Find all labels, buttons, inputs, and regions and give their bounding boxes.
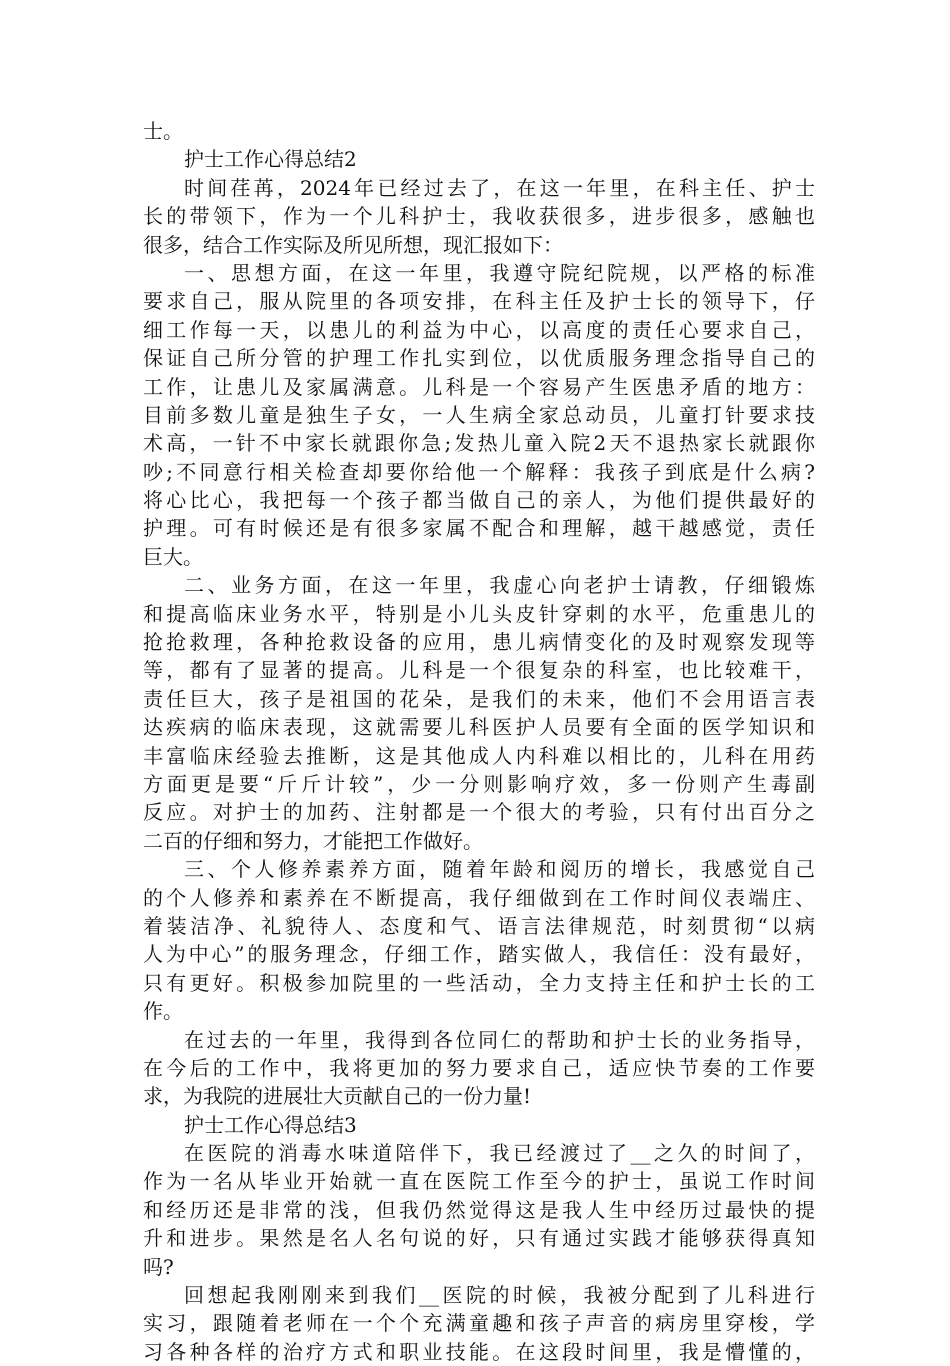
text-line: 保证自己所分管的护理工作扎实到位，以优质服务理念指导自己的 [143, 346, 815, 371]
text-line: 实习，跟随着老师在一个个充满童趣和孩子声音的病房里穿梭，学 [143, 1311, 815, 1336]
text-line: 抢抢救理，各种抢救设备的应用，患儿病情变化的及时观察发现等 [143, 630, 815, 655]
text-line: 和提高临床业务水平，特别是小儿头皮针穿刺的水平，危重患儿的 [143, 601, 815, 626]
text-line: 一、思想方面，在这一年里，我遵守院纪院规，以严格的标准 [184, 260, 815, 285]
text-line: 二、业务方面，在这一年里，我虚心向老护士请教，仔细锻炼 [184, 573, 815, 598]
text-line: 作为一名从毕业开始就一直在医院工作至今的护士，虽说工作时间 [143, 1169, 815, 1194]
text-line: 达疾病的临床表现，这就需要儿科医护人员要有全面的医学知识和 [143, 715, 815, 740]
text-line: 只有更好。积极参加院里的一些活动，全力支持主任和护士长的工 [143, 970, 815, 995]
text-line: 着装洁净、礼貌待人、态度和气、语言法律规范，时刻贯彻“以病 [143, 913, 815, 938]
text-line: 三、个人修养素养方面，随着年龄和阅历的增长，我感觉自己 [184, 857, 815, 882]
text-line: 术高，一针不中家长就跟你急;发热儿童入院2天不退热家长就跟你 [143, 431, 815, 456]
text-line: 责任巨大，孩子是祖国的花朵，是我们的未来，他们不会用语言表 [143, 686, 815, 711]
text-line: 护士工作心得总结2 [184, 147, 357, 172]
text-line: 作。 [143, 999, 183, 1024]
text-line: 方面更是要“斤斤计较”，少一分则影响疗效，多一份则产生毒副 [143, 771, 815, 796]
text-line: 将心比心，我把每一个孩子都当做自己的亲人，为他们提供最好的 [143, 488, 815, 513]
text-line: 士。 [143, 119, 183, 143]
text-line: 吵;不同意行相关检查却要你给他一个解释：我孩子到底是什么病? [143, 459, 815, 484]
text-line: 在过去的一年里，我得到各位同仁的帮助和护士长的业务指导， [184, 1027, 815, 1052]
text-line: 求，为我院的进展壮大贡献自己的一份力量! [143, 1084, 532, 1109]
text-line: 在今后的工作中，我将更加的努力要求自己，适应快节奏的工作要 [143, 1055, 815, 1080]
text-line: 反应。对护士的加药、注射都是一个很大的考验，只有付出百分之 [143, 800, 815, 825]
text-line: 等，都有了显著的提高。儿科是一个很复杂的科室，也比较难干， [143, 658, 815, 683]
document-body [143, 117, 815, 1366]
text-line: 习各种各样的治疗方式和职业技能。在这段时间里，我是懵懂的， [143, 1339, 815, 1364]
text-line: 的个人修养和素养在不断提高，我仔细做到在工作时间仪表端庄、 [143, 885, 815, 910]
text-line: 长的带领下，作为一个儿科护士，我收获很多，进步很多，感触也 [143, 204, 815, 229]
text-line: 要求自己，服从院里的各项安排，在科主任及护士长的领导下，仔 [143, 289, 815, 314]
text-line: 工作，让患儿及家属满意。儿科是一个容易产生医患矛盾的地方： [143, 374, 815, 399]
text-line: 很多，结合工作实际及所见所想，现汇报如下： [143, 232, 563, 257]
text-line: 在医院的消毒水味道陪伴下，我已经渡过了__之久的时间了， [184, 1141, 815, 1166]
text-line: 巨大。 [143, 544, 203, 569]
text-line: 护士工作心得总结3 [184, 1112, 357, 1137]
text-line: 二百的仔细和努力，才能把工作做好。 [143, 828, 483, 853]
text-line: 吗? [143, 1254, 174, 1279]
text-line: 升和进步。果然是名人名句说的好，只有通过实践才能够获得真知 [143, 1226, 815, 1251]
text-line: 目前多数儿童是独生子女，一人生病全家总动员，儿童打针要求技 [143, 402, 815, 427]
text-line: 细工作每一天，以患儿的利益为中心，以高度的责任心要求自己， [143, 317, 815, 342]
text-line: 丰富临床经验去推断，这是其他成人内科难以相比的，儿科在用药 [143, 743, 815, 768]
text-line: 回想起我刚刚来到我们__医院的时候，我被分配到了儿科进行 [184, 1283, 815, 1308]
text-line: 人为中心”的服务理念，仔细工作，踏实做人，我信任：没有最好， [143, 942, 815, 967]
text-line: 护理。可有时候还是有很多家属不配合和理解，越干越感觉，责任 [143, 516, 815, 541]
text-line: 和经历还是非常的浅，但我仍然觉得这是我人生中经历过最快的提 [143, 1197, 815, 1222]
text-line: 时间荏苒，2024年已经过去了，在这一年里，在科主任、护士 [184, 175, 815, 200]
